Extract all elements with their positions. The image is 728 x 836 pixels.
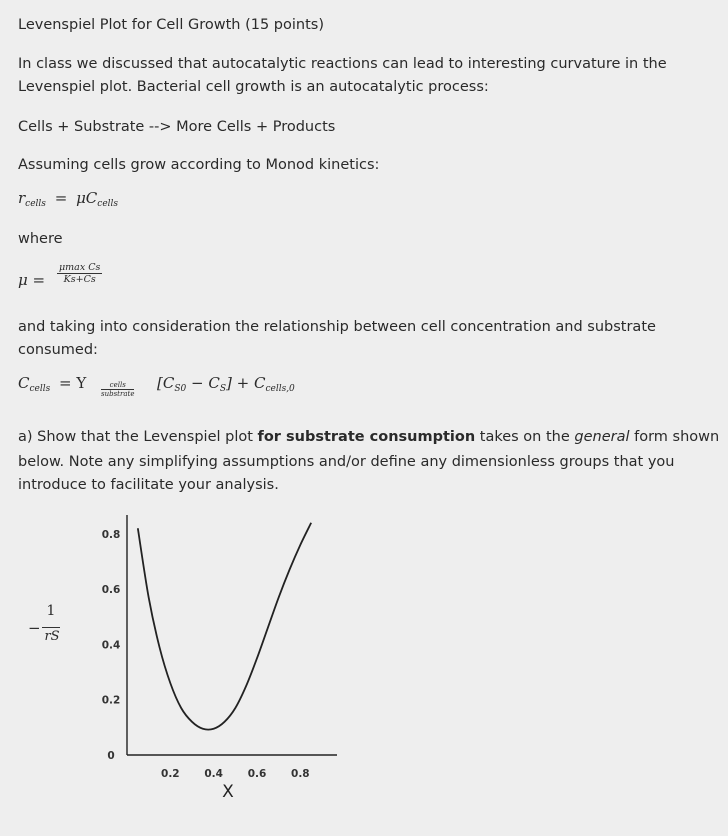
x-tick-label: 0.2 bbox=[161, 768, 180, 780]
y-tick-label: 0.2 bbox=[101, 694, 121, 707]
x-tick-label: 0.6 bbox=[247, 768, 267, 780]
monod-assumption: Assuming cells grow according to Monod kinetics: bbox=[18, 157, 380, 173]
y-axis-label-den: rS bbox=[44, 629, 60, 644]
intro-line-2: Levenspiel plot. Bacterial cell growth is an autocatalytic process: bbox=[18, 79, 489, 95]
y-tick-label: 0.8 bbox=[101, 528, 121, 541]
rate-rhs-sub: cells bbox=[97, 199, 119, 209]
x-tick-label: 0.8 bbox=[291, 768, 310, 780]
bracket-open: [C bbox=[157, 374, 175, 392]
rate-lhs: r bbox=[18, 189, 26, 207]
consider-line-2: consumed: bbox=[18, 342, 98, 358]
y-axis-label-neg: − bbox=[28, 619, 41, 637]
part-a-line-3: introduce to facilitate your analysis. bbox=[18, 477, 279, 493]
cells-equals-y: = Y bbox=[59, 374, 87, 392]
rate-rhs: μC bbox=[76, 189, 98, 207]
reaction-equation: Cells + Substrate --> More Cells + Products bbox=[18, 119, 336, 135]
intro-line-1: In class we discussed that autocatalytic reactions can lead to interesting curvature in the bbox=[18, 56, 667, 72]
consider-line-1: and taking into consideration the relationship between cell concentration and substrate bbox=[18, 319, 656, 335]
rate-equals: = bbox=[54, 189, 68, 207]
yield-denominator: substrate bbox=[101, 390, 135, 398]
cells-lhs-sub: cells bbox=[29, 384, 51, 394]
y-tick-label: 0.4 bbox=[101, 639, 121, 652]
y-tick-label: 0 bbox=[107, 750, 115, 762]
rate-lhs-sub: cells bbox=[25, 199, 46, 209]
problem-title: Levenspiel Plot for Cell Growth (15 points) bbox=[18, 17, 324, 33]
x-axis-label: X bbox=[222, 782, 234, 802]
where-label: where bbox=[18, 231, 63, 247]
monod-denominator: Ks+Cs bbox=[63, 274, 96, 285]
part-a-mid: takes on the bbox=[475, 429, 575, 445]
part-a-bold: for substrate consumption bbox=[257, 429, 476, 445]
monod-numerator: μmax Cs bbox=[59, 262, 101, 273]
cells-lhs-sym: C bbox=[18, 374, 30, 392]
x-tick-label: 0.4 bbox=[204, 768, 223, 780]
monod-lhs: μ = bbox=[18, 271, 46, 289]
cs0-sub: S0 bbox=[174, 384, 187, 394]
c0-sub: cells,0 bbox=[265, 384, 295, 394]
cs-sub: S bbox=[219, 384, 227, 394]
part-a-post: form shown bbox=[629, 429, 720, 445]
part-a-line-2: below. Note any simplifying assumptions and/or define any dimensionless groups that you bbox=[18, 454, 675, 470]
minus-cs: − C bbox=[186, 374, 220, 392]
series-line bbox=[138, 523, 311, 730]
y-axis-label-num: 1 bbox=[46, 603, 56, 619]
part-a-pre: a) Show that the Levenspiel plot bbox=[18, 429, 258, 445]
yield-numerator: cells bbox=[109, 381, 126, 389]
part-a-italic: general bbox=[574, 429, 630, 445]
bracket-close-plus: ] + C bbox=[226, 374, 266, 392]
y-tick-label: 0.6 bbox=[101, 584, 121, 597]
